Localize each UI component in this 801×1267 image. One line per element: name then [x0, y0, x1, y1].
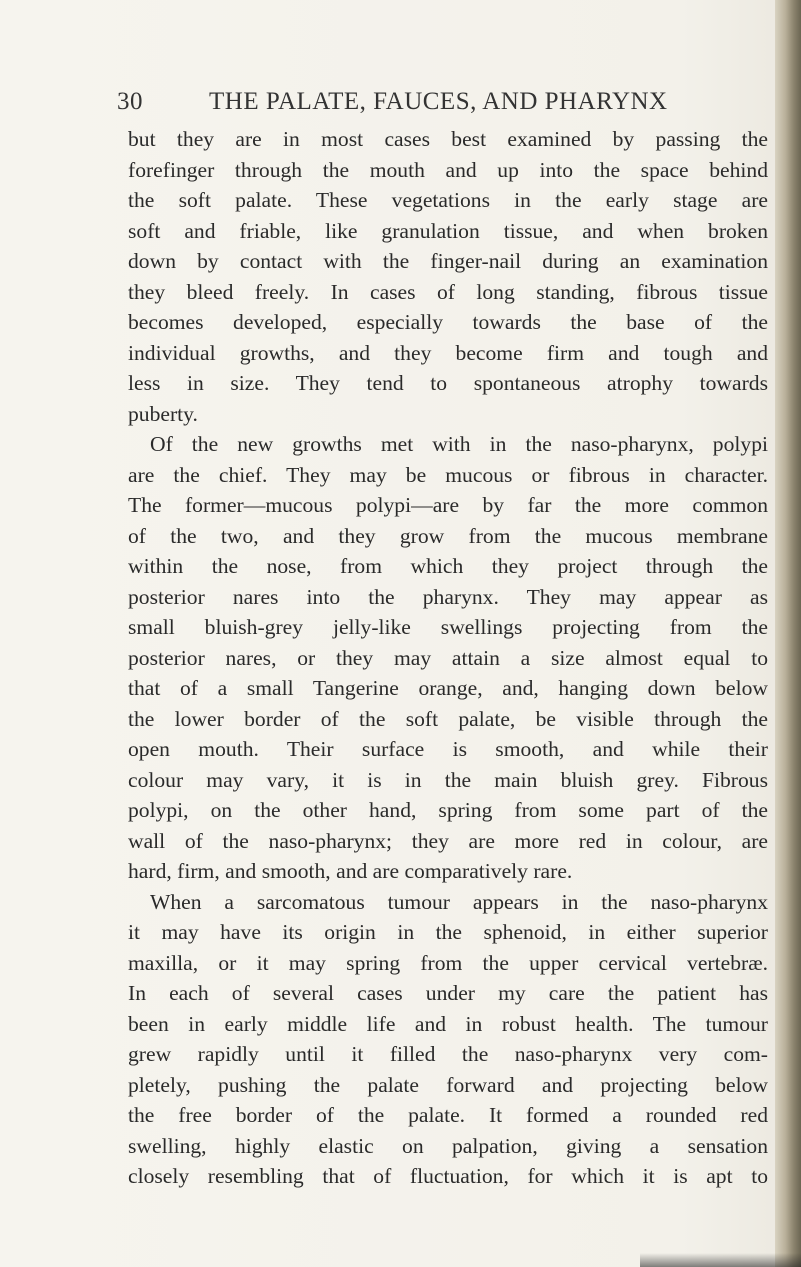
- text-line: When a sarcomatous tumour appears in the naso-pharynx: [150, 889, 768, 914]
- text-line: colour may vary, it is in the main bluish grey. Fibrous: [128, 767, 768, 792]
- text-line: maxilla, or it may spring from the upper cervical vertebræ.: [128, 950, 768, 975]
- page-header: [117, 88, 777, 122]
- text-line: they bleed freely. In cases of long standing, fibrous tissue: [128, 279, 768, 304]
- text-line: Of the new growths met with in the naso-pharynx, polypi: [150, 432, 768, 456]
- text-line: it may have its origin in the sphenoid, in either superior: [128, 920, 768, 944]
- running-title: THE PALATE, FAUCES, AND PHARYNX: [209, 88, 668, 115]
- text-line: small bluish-grey jelly-like swellings projecting from the: [128, 615, 768, 639]
- text-line: wall of the naso-pharynx; they are more red in colour, are: [128, 828, 768, 853]
- text-line: swelling, highly elastic on palpation, giving a sensation: [128, 1133, 768, 1158]
- text-line: of the two, and they grow from the mucous membrane: [128, 523, 768, 548]
- body-text: [128, 124, 768, 1192]
- text-line: In each of several cases under my care the patient has: [128, 981, 768, 1005]
- text-line: down by contact with the finger-nail during an examination: [128, 249, 768, 273]
- page-number: 30: [117, 88, 143, 115]
- text-line: the free border of the palate. It formed a rounded red: [128, 1103, 768, 1127]
- text-line: but they are in most cases best examined by passing the: [128, 127, 768, 151]
- text-line: hard, firm, and smooth, and are comparatively rare.: [128, 859, 573, 883]
- text-line: the lower border of the soft palate, be visible through the: [128, 706, 768, 731]
- text-line: soft and friable, like granulation tissue, and when broken: [128, 218, 768, 243]
- text-line: less in size. They tend to spontaneous atrophy towards: [128, 371, 768, 395]
- text-line: been in early middle life and in robust health. The tumour: [128, 1011, 768, 1036]
- text-line: forefinger through the mouth and up into the space behind: [128, 157, 768, 182]
- text-line: the soft palate. These vegetations in the early stage are: [128, 188, 768, 212]
- text-line: grew rapidly until it filled the naso-pharynx very com-: [128, 1042, 768, 1066]
- text-line: polypi, on the other hand, spring from some part of the: [128, 798, 768, 822]
- text-line: posterior nares into the pharynx. They may appear as: [128, 584, 768, 609]
- text-line: pletely, pushing the palate forward and projecting below: [128, 1072, 768, 1097]
- text-line: closely resembling that of fluctuation, for which it is apt to: [128, 1164, 768, 1188]
- text-line: open mouth. Their surface is smooth, and while their: [128, 737, 768, 761]
- text-line: individual growths, and they become firm and tough and: [128, 340, 768, 365]
- page-bottom-shadow: [640, 1253, 801, 1267]
- text-line: puberty.: [128, 401, 198, 426]
- text-line: posterior nares, or they may attain a size almost equal to: [128, 645, 768, 670]
- text-line: becomes developed, especially towards the base of the: [128, 310, 768, 334]
- text-line: that of a small Tangerine orange, and, hanging down below: [128, 676, 768, 700]
- text-line: The former—mucous polypi—are by far the more common: [128, 493, 768, 517]
- text-line: within the nose, from which they project through the: [128, 554, 768, 578]
- page-edge-shadow: [775, 0, 801, 1267]
- text-line: are the chief. They may be mucous or fibrous in character.: [128, 462, 768, 487]
